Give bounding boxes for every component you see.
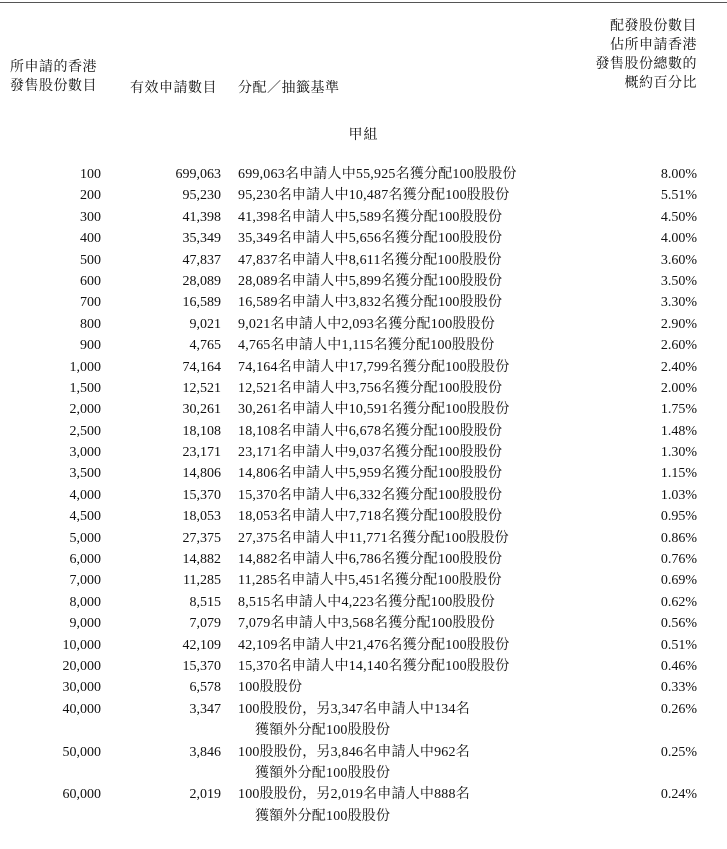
- table-row: [0, 528, 727, 549]
- valid-applications-cell: 6,578: [189, 680, 221, 696]
- allocation-basis-cell: [238, 463, 538, 484]
- shares-applied-cell: 100: [80, 167, 101, 182]
- approx-percentage-cell: 3.60%: [660, 252, 697, 268]
- allocation-basis-cell: [238, 335, 538, 356]
- basis-line: 14,806名申請人中5,959名獲分配100股股份: [238, 466, 503, 482]
- table-row: [0, 335, 727, 356]
- header-line: 佔所申請香港: [610, 38, 697, 53]
- basis-line-continued: 獲額外分配100股股份: [255, 808, 391, 824]
- valid-applications-cell: 15,370: [182, 658, 221, 674]
- shares-applied-cell: 40,000: [62, 701, 101, 717]
- allocation-basis-cell: [238, 549, 538, 570]
- shares-applied-cell: 3,500: [69, 466, 101, 482]
- valid-applications-cell: 7,079: [189, 616, 221, 632]
- top-rule: [0, 2, 727, 3]
- shares-applied-cell: 1,000: [69, 359, 101, 375]
- valid-applications-cell: 699,063: [175, 167, 221, 182]
- table-row: [0, 506, 727, 527]
- header-line: 發售股份數目: [10, 79, 97, 94]
- approx-percentage-cell: 0.25%: [660, 744, 697, 760]
- basis-line: 7,079名申請人中3,568名獲分配100股股份: [238, 616, 495, 632]
- basis-line: 28,089名申請人中5,899名獲分配100股股份: [238, 273, 503, 289]
- basis-line: 47,837名申請人中8,611名獲分配100股股份: [238, 252, 502, 268]
- valid-applications-cell: 74,164: [182, 359, 221, 375]
- table-row: [0, 292, 727, 313]
- valid-applications-cell: 14,806: [182, 466, 221, 482]
- approx-percentage-cell: 3.30%: [660, 295, 697, 311]
- allocation-basis-cell: [238, 742, 538, 785]
- allocation-basis-cell: [238, 592, 538, 613]
- header-line: 所申請的香港: [10, 60, 97, 75]
- basis-line: 23,171名申請人中9,037名獲分配100股股份: [238, 445, 503, 461]
- table-row: [0, 378, 727, 399]
- table-row: [0, 421, 727, 442]
- approx-percentage-cell: 3.50%: [660, 273, 697, 289]
- table-row: [0, 677, 727, 698]
- valid-applications-cell: 2,019: [189, 787, 221, 803]
- allocation-basis-cell: [238, 207, 538, 228]
- table-row: [0, 613, 727, 634]
- allocation-basis-cell: [238, 528, 538, 549]
- approx-percentage-cell: 0.76%: [660, 552, 697, 568]
- valid-applications-cell: 11,285: [183, 573, 221, 589]
- allocation-basis-cell: [238, 292, 538, 313]
- allocation-basis-cell: [238, 635, 538, 656]
- approx-percentage-cell: 0.33%: [660, 680, 697, 696]
- shares-applied-cell: 4,500: [69, 509, 101, 525]
- basis-line: 41,398名申請人中5,589名獲分配100股股份: [238, 209, 503, 225]
- basis-line-continued: 獲額外分配100股股份: [255, 723, 391, 739]
- approx-percentage-cell: 1.48%: [660, 423, 697, 439]
- allocation-basis-cell: [238, 357, 538, 378]
- shares-applied-cell: 3,000: [69, 445, 101, 461]
- basis-line: 15,370名申請人中14,140名獲分配100股股份: [238, 658, 510, 674]
- allocation-basis-cell: [238, 485, 538, 506]
- allocation-basis-cell: [238, 271, 538, 292]
- basis-line: 27,375名申請人中11,771名獲分配100股股份: [238, 530, 509, 546]
- shares-applied-cell: 900: [80, 338, 101, 354]
- allocation-basis-cell: [238, 250, 538, 271]
- allocation-basis-cell: [238, 613, 538, 634]
- shares-applied-cell: 6,000: [69, 552, 101, 568]
- shares-applied-cell: 800: [80, 316, 101, 332]
- group-title: 甲組: [348, 128, 379, 143]
- table-row: [0, 784, 727, 827]
- approx-percentage-cell: 0.26%: [660, 701, 697, 717]
- basis-line: 35,349名申請人中5,656名獲分配100股股份: [238, 231, 503, 247]
- header-line: 發售股份總數的: [595, 57, 697, 72]
- basis-line: 42,109名申請人中21,476名獲分配100股股份: [238, 637, 510, 653]
- shares-applied-cell: 400: [80, 231, 101, 247]
- allocation-basis-cell: [238, 314, 538, 335]
- approx-percentage-cell: 1.75%: [660, 402, 697, 418]
- basis-line: 100股股份: [238, 680, 303, 696]
- shares-applied-cell: 300: [80, 209, 101, 225]
- approx-percentage-cell: 1.30%: [660, 445, 697, 461]
- basis-line: 74,164名申請人中17,799名獲分配100股股份: [238, 359, 510, 375]
- allocation-basis-cell: [238, 784, 538, 827]
- table-row: [0, 656, 727, 677]
- shares-applied-cell: 200: [80, 188, 101, 204]
- allocation-basis-cell: [238, 228, 538, 249]
- approx-percentage-cell: 0.51%: [660, 637, 697, 653]
- shares-applied-cell: 500: [80, 252, 101, 268]
- basis-line: 12,521名申請人中3,756名獲分配100股股份: [238, 380, 503, 396]
- valid-applications-cell: 30,261: [182, 402, 221, 418]
- basis-line: 18,053名申請人中7,718名獲分配100股股份: [238, 509, 503, 525]
- basis-line: 100股股份，另3,347名申請人中134名: [238, 701, 470, 717]
- allocation-basis-cell: [238, 677, 538, 698]
- shares-applied-cell: 600: [80, 273, 101, 289]
- approx-percentage-cell: 0.86%: [660, 530, 697, 546]
- allocation-table: [0, 164, 727, 827]
- shares-applied-cell: 10,000: [62, 637, 101, 653]
- valid-applications-cell: 12,521: [182, 380, 221, 396]
- table-row: [0, 570, 727, 591]
- approx-percentage-cell: 0.56%: [660, 616, 697, 632]
- shares-applied-cell: 20,000: [62, 658, 101, 674]
- table-row: [0, 463, 727, 484]
- header-line: 概約百分比: [624, 76, 697, 91]
- basis-line: 95,230名申請人中10,487名獲分配100股股份: [238, 188, 510, 204]
- table-row: [0, 250, 727, 271]
- approx-percentage-cell: 0.62%: [660, 594, 697, 610]
- shares-applied-cell: 1,500: [69, 380, 101, 396]
- valid-applications-cell: 42,109: [182, 637, 221, 653]
- valid-applications-cell: 3,846: [189, 744, 221, 760]
- allocation-basis-cell: [238, 442, 538, 463]
- valid-applications-cell: 47,837: [182, 252, 221, 268]
- valid-applications-cell: 14,882: [182, 552, 221, 568]
- valid-applications-cell: 15,370: [182, 487, 221, 503]
- shares-applied-cell: 2,500: [69, 423, 101, 439]
- allocation-basis-cell: [238, 399, 538, 420]
- basis-line: 100股股份，另3,846名申請人中962名: [238, 744, 470, 760]
- valid-applications-cell: 3,347: [189, 701, 221, 717]
- basis-line: 11,285名申請人中5,451名獲分配100股股份: [238, 573, 502, 589]
- basis-line: 8,515名申請人中4,223名獲分配100股股份: [238, 594, 495, 610]
- approx-percentage-cell: 1.15%: [660, 466, 697, 482]
- valid-applications-cell: 4,765: [189, 338, 221, 354]
- shares-applied-cell: 60,000: [62, 787, 101, 803]
- approx-percentage-cell: 0.95%: [660, 509, 697, 525]
- table-row: [0, 185, 727, 206]
- approx-percentage-cell: 0.69%: [660, 573, 697, 589]
- valid-applications-cell: 41,398: [182, 209, 221, 225]
- basis-line-continued: 獲額外分配100股股份: [255, 765, 391, 781]
- table-row: [0, 314, 727, 335]
- approx-percentage-cell: 4.50%: [660, 209, 697, 225]
- valid-applications-cell: 95,230: [182, 188, 221, 204]
- shares-applied-cell: 50,000: [62, 744, 101, 760]
- approx-percentage-cell: 2.40%: [660, 359, 697, 375]
- allocation-basis-cell: [238, 185, 538, 206]
- approx-percentage-cell: 1.03%: [660, 487, 697, 503]
- valid-applications-cell: 18,053: [182, 509, 221, 525]
- valid-applications-cell: 8,515: [189, 594, 221, 610]
- shares-applied-cell: 30,000: [62, 680, 101, 696]
- header-line: 配發股份數目: [610, 19, 697, 34]
- basis-line: 9,021名申請人中2,093名獲分配100股股份: [238, 316, 495, 332]
- table-row: [0, 485, 727, 506]
- approx-percentage-cell: 2.00%: [660, 380, 697, 396]
- table-row: [0, 442, 727, 463]
- table-row: [0, 357, 727, 378]
- allocation-basis-cell: [238, 421, 538, 442]
- allocation-basis-cell: [238, 699, 538, 742]
- approx-percentage-cell: 5.51%: [660, 188, 697, 204]
- table-row: [0, 228, 727, 249]
- shares-applied-cell: 5,000: [69, 530, 101, 546]
- allocation-basis-cell: [238, 570, 538, 591]
- table-row: [0, 742, 727, 785]
- basis-line: 100股股份，另2,019名申請人中888名: [238, 787, 470, 803]
- table-row: [0, 635, 727, 656]
- table-row: [0, 699, 727, 742]
- table-row: [0, 207, 727, 228]
- table-row: [0, 271, 727, 292]
- allocation-basis-cell: [238, 164, 538, 185]
- basis-line: 699,063名申請人中55,925名獲分配100股股份: [238, 167, 517, 182]
- basis-line: 30,261名申請人中10,591名獲分配100股股份: [238, 402, 510, 418]
- approx-percentage-cell: 4.00%: [660, 231, 697, 247]
- basis-line: 16,589名申請人中3,832名獲分配100股股份: [238, 295, 503, 311]
- shares-applied-cell: 9,000: [69, 616, 101, 632]
- approx-percentage-cell: 8.00%: [660, 167, 697, 182]
- shares-applied-cell: 8,000: [69, 594, 101, 610]
- valid-applications-cell: 16,589: [182, 295, 221, 311]
- allocation-basis-cell: [238, 656, 538, 677]
- shares-applied-cell: 700: [80, 295, 101, 311]
- basis-line: 14,882名申請人中6,786名獲分配100股股份: [238, 552, 503, 568]
- valid-applications-cell: 18,108: [182, 423, 221, 439]
- shares-applied-cell: 2,000: [69, 402, 101, 418]
- basis-line: 15,370名申請人中6,332名獲分配100股股份: [238, 487, 503, 503]
- approx-percentage-cell: 2.60%: [660, 338, 697, 354]
- header-shares-applied: [10, 58, 97, 96]
- valid-applications-cell: 28,089: [182, 273, 221, 289]
- table-row: [0, 549, 727, 570]
- allocation-basis-cell: [238, 506, 538, 527]
- basis-line: 18,108名申請人中6,678名獲分配100股股份: [238, 423, 503, 439]
- valid-applications-cell: 23,171: [182, 445, 221, 461]
- table-row: [0, 164, 727, 185]
- header-valid-applications: 有效申請數目: [130, 81, 217, 96]
- basis-line: 4,765名申請人中1,115名獲分配100股股份: [238, 338, 495, 354]
- valid-applications-cell: 27,375: [182, 530, 221, 546]
- header-allocation-basis: 分配／抽籤基準: [238, 81, 340, 96]
- header-approx-percentage: [596, 17, 698, 93]
- approx-percentage-cell: 0.24%: [660, 787, 697, 803]
- valid-applications-cell: 9,021: [189, 316, 221, 332]
- table-row: [0, 592, 727, 613]
- shares-applied-cell: 4,000: [69, 487, 101, 503]
- valid-applications-cell: 35,349: [182, 231, 221, 247]
- allocation-basis-cell: [238, 378, 538, 399]
- approx-percentage-cell: 2.90%: [660, 316, 697, 332]
- shares-applied-cell: 7,000: [69, 573, 101, 589]
- table-row: [0, 399, 727, 420]
- approx-percentage-cell: 0.46%: [660, 658, 697, 674]
